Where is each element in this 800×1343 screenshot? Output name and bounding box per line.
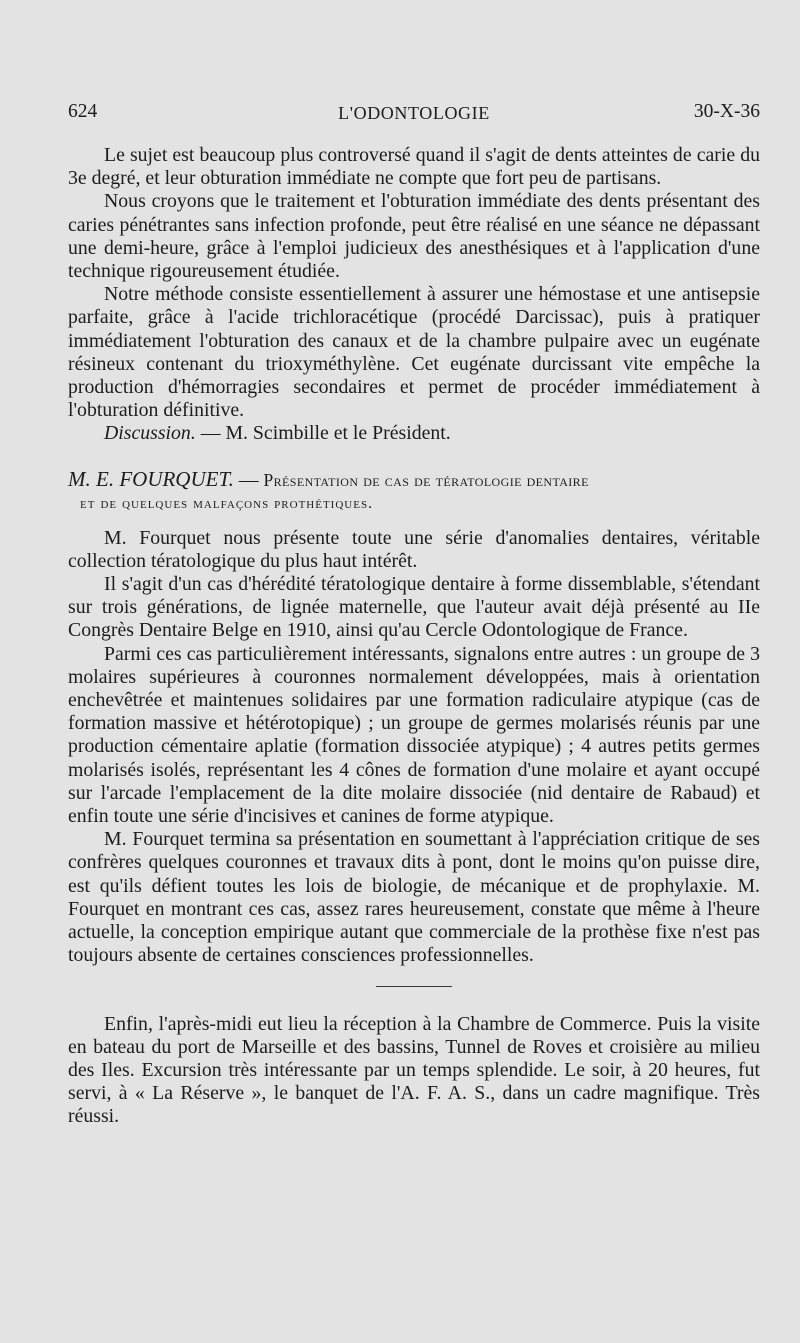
paragraph-traitement-immediat: Nous croyons que le traitement et l'obturation immédiate des dents présentant des caries pénétrantes sans infection profonde, peut être réalisé en une séance ne dépassant une demi-heure, grâce à l'emploi judicieux des anesthésiques et à l'application d'une technique rigoureusement étudiée. [68, 190, 760, 283]
article-body [68, 144, 760, 1129]
paragraph-cas-particuliers: Parmi ces cas particulièrement intéressants, signalons entre autres : un groupe de 3 molaires supérieures à couronnes normalement développées, mais à orientation enchevêtrée et maintenues solidaires par une formation radiculaire atypique (cas de formation massive et hétérotopique) ; un groupe de germes molarisés réunis par une production cémentaire aplatie (formation dissociée atypique) ; 4 autres petits germes molarisés isolés, représentant les 4 cônes de formation d'une molaire et ayant occupé sur l'arcade l'emplacement de la dite molaire dissociée (nid dentaire de Rabaud) et enfin toute une série d'incisives et canines de forme atypique. [68, 642, 760, 828]
paragraph-methode: Notre méthode consiste essentiellement à assurer une hémostase et une antisepsie parfaite, grâce à l'acide trichloracétique (procédé Darcissac), puis à pratiquer immédiatement l'obturation des canaux et de la chambre pulpaire avec un eugénate résineux contenant du trioxyméthylène. Cet eugénate durcissant vite empêche la production d'hémorragies secondaires et permet de procéder immédiatement à l'obturation définitive. [68, 283, 760, 422]
section-title-line1: Présentation de cas de tératologie dentaire [263, 469, 589, 490]
paragraph-heredite: Il s'agit d'un cas d'hérédité tératologique dentaire à forme dissemblable, s'étendant sur trois générations, de lignée maternelle, que l'auteur avait déjà présenté au IIe Congrès Dentaire Belge en 1910, ainsi qu'au Cercle Odontologique de France. [68, 573, 760, 642]
section-title-line2: et de quelques malfaçons prothétiques. [80, 494, 374, 512]
page-number: 624 [68, 101, 98, 122]
journal-title: L'ODONTOLOGIE [338, 103, 490, 123]
paragraph-serie-anomalies: M. Fourquet nous présente toute une série d'anomalies dentaires, véritable collection tératologique du plus haut intérêt. [68, 526, 760, 572]
paragraph-closing: Enfin, l'après-midi eut lieu la réception à la Chambre de Commerce. Puis la visite en bateau du port de Marseille et des bassins, Tunnel de Roves et croisière au milieu des Iles. Excursion très intéressante par un temps splendide. Le soir, à 20 heures, fut servi, à « La Réserve », le banquet de l'A. F. A. S., dans un cadre magnifique. Très réussi. [68, 1012, 760, 1128]
section-dash: — [233, 468, 264, 491]
issue-date: 30-X-36 [693, 101, 760, 122]
paragraph-carie-3e-degre: Le sujet est beaucoup plus controversé quand il s'agit de dents atteintes de carie du 3e degré, et leur obturation immédiate ne compte que fort peu de partisans. [68, 144, 760, 190]
paragraph-presentation-critique: M. Fourquet termina sa présentation en soumettant à l'appréciation critique de ses confrères quelques couronnes et travaux dits à pont, dont le moins qu'on puisse dire, est qu'ils défient toutes les lois de biologie, de mécanique et de prophylaxie. M. Fourquet en montrant ces cas, assez rares heureusement, constate que même à l'heure actuelle, la conception empirique autant que commerciale de la prothèse fixe n'est pas toujours absente de certaines consciences professionnelles. [68, 828, 760, 967]
section-author: M. E. FOURQUET. [68, 466, 234, 491]
discussion-text: — M. Scimbille et le Président. [195, 422, 451, 445]
section-heading [68, 468, 760, 515]
discussion-label: Discussion. [104, 422, 196, 445]
section-divider [376, 986, 452, 987]
discussion-line [68, 422, 760, 445]
running-header [68, 101, 760, 131]
